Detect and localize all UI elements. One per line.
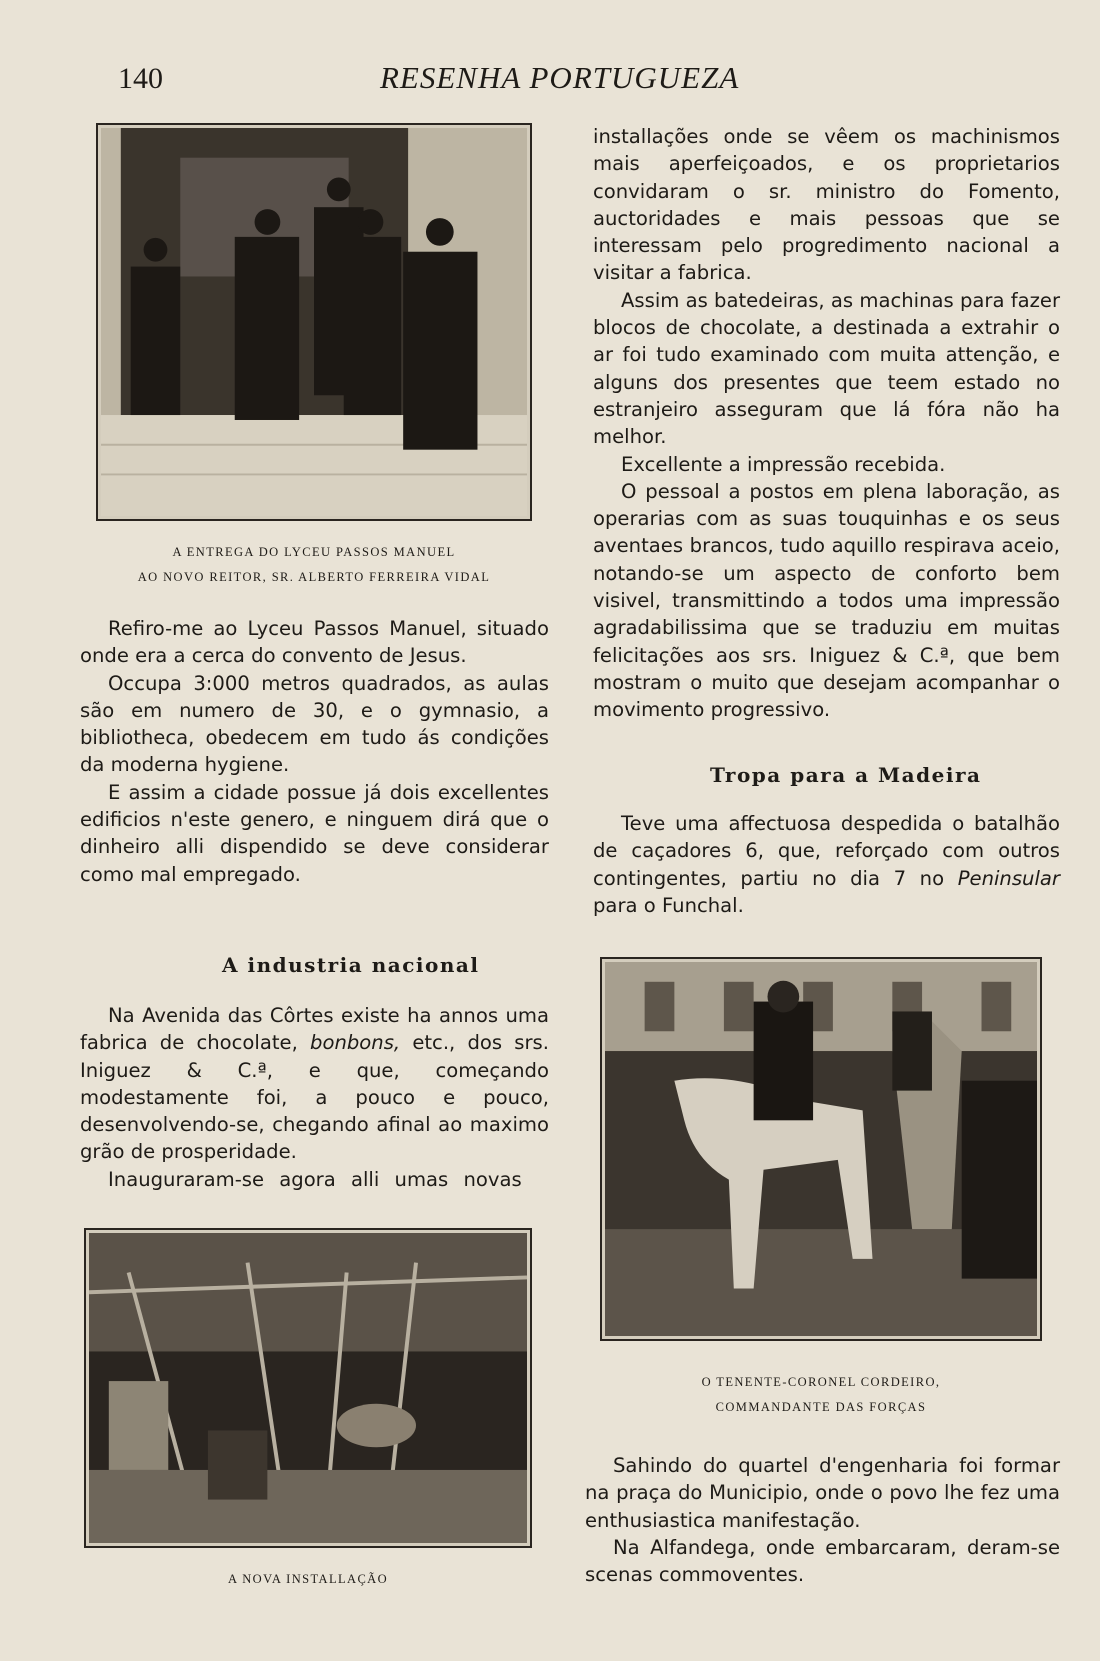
paragraph: Inauguraram-se agora alli umas novas <box>108 1167 522 1191</box>
left-column-text <box>80 615 549 888</box>
photo-coronel-image <box>605 962 1037 1336</box>
paragraph <box>80 1002 549 1166</box>
photo-fabrica-caption: A NOVA INSTALLAÇÃO <box>227 1572 389 1586</box>
paragraph: Assim as batedeiras, as machinas para fazer blocos de chocolate, a destinada a extrahir o ar foi tudo examinado com muita attenção, e alguns dos presentes que teem estado no estranjeiro asseguram que lá fóra não ha melhor. <box>593 288 1060 449</box>
text-span: Na Avenida das Côrtes existe ha annos uma fabrica de chocolate, <box>80 1004 549 1055</box>
paragraph: Refiro-me ao Lyceu Passos Manuel, situado onde era a cerca do convento de Jesus. <box>80 617 549 668</box>
industria-text <box>80 1002 549 1193</box>
photo-lyceu-caption <box>96 540 532 590</box>
photo-lyceu <box>96 123 532 521</box>
italic-span: Peninsular <box>957 866 1060 890</box>
photo-lyceu-image <box>101 128 527 516</box>
after-photo-text <box>585 1452 1060 1588</box>
text-span: Teve uma affectuosa despedida o batalhão de caçadores 6, que, reforçado com outros contingentes, partiu no dia 7 no <box>593 812 1060 890</box>
caption-line: A ENTREGA DO LYCEU PASSOS MANUEL <box>172 545 456 559</box>
paragraph: Sahindo do quartel d'engenharia foi formar na praça do Municipio, onde o povo lhe fez uma enthusiastica manifestação. <box>585 1454 1060 1532</box>
page-number: 140 <box>118 62 163 95</box>
photo-coronel-caption <box>600 1370 1042 1420</box>
paragraph <box>593 810 1060 919</box>
caption-line: COMMANDANTE DAS FORÇAS <box>715 1400 927 1414</box>
paragraph: installações onde se vêem os machinismos mais aperfeiçoados, e os proprietarios convidaram o sr. ministro do Fomento, auctoridades e mais pessoas que se interessam pelo progredimento nacional a visitar a fabrica. <box>593 125 1060 285</box>
paragraph: O pessoal a postos em plena laboração, as operarias com as suas touquinhas e os seus aventaes brancos, tudo aquillo respirava aceio, notando-se um aspecto de conforto bem visivel, transmittindo a todos uma impressão agradabilissima que se traduziu em muitas felicitações aos srs. Iniguez & C.ª, que bem mostram o muito que desejam acompanhar o movimento progressivo. <box>593 479 1060 722</box>
text-span: etc., dos srs. Iniguez & C.ª, e que, começando modestamente foi, a pouco e pouco, desenvolvendo-se, chegando afinal ao maximo grão de prosperidade. <box>80 1031 549 1164</box>
paragraph: Excellente a impressão recebida. <box>621 452 946 476</box>
paragraph: Na Alfandega, onde embarcaram, deram-se scenas commoventes. <box>585 1535 1060 1587</box>
heading-tropa-madeira: Tropa para a Madeira <box>710 763 982 787</box>
heading-industria-nacional: A industria nacional <box>222 953 480 977</box>
caption-line: AO NOVO REITOR, SR. ALBERTO FERREIRA VIDAL <box>137 570 491 584</box>
photo-fabrica <box>84 1228 532 1548</box>
italic-span: bonbons, <box>310 1031 401 1055</box>
paragraph: Occupa 3:000 metros quadrados, as aulas são em numero de 30, e o gymnasio, a bibliotheca, obedecem em tudo ás condições da moderna hygiene. <box>80 671 549 777</box>
right-column-text <box>593 123 1060 724</box>
page-title: RESENHA PORTUGUEZA <box>380 60 740 95</box>
tropa-text <box>593 810 1060 919</box>
text-span: para o Funchal. <box>593 893 744 917</box>
caption-line: O TENENTE-CORONEL CORDEIRO, <box>701 1375 941 1389</box>
paragraph: E assim a cidade possue já dois excellentes edificios n'este genero, e ninguem dirá que o dinheiro alli dispendido se deve considerar como mal empregado. <box>80 780 549 886</box>
photo-coronel <box>600 957 1042 1341</box>
photo-fabrica-image <box>89 1233 527 1543</box>
